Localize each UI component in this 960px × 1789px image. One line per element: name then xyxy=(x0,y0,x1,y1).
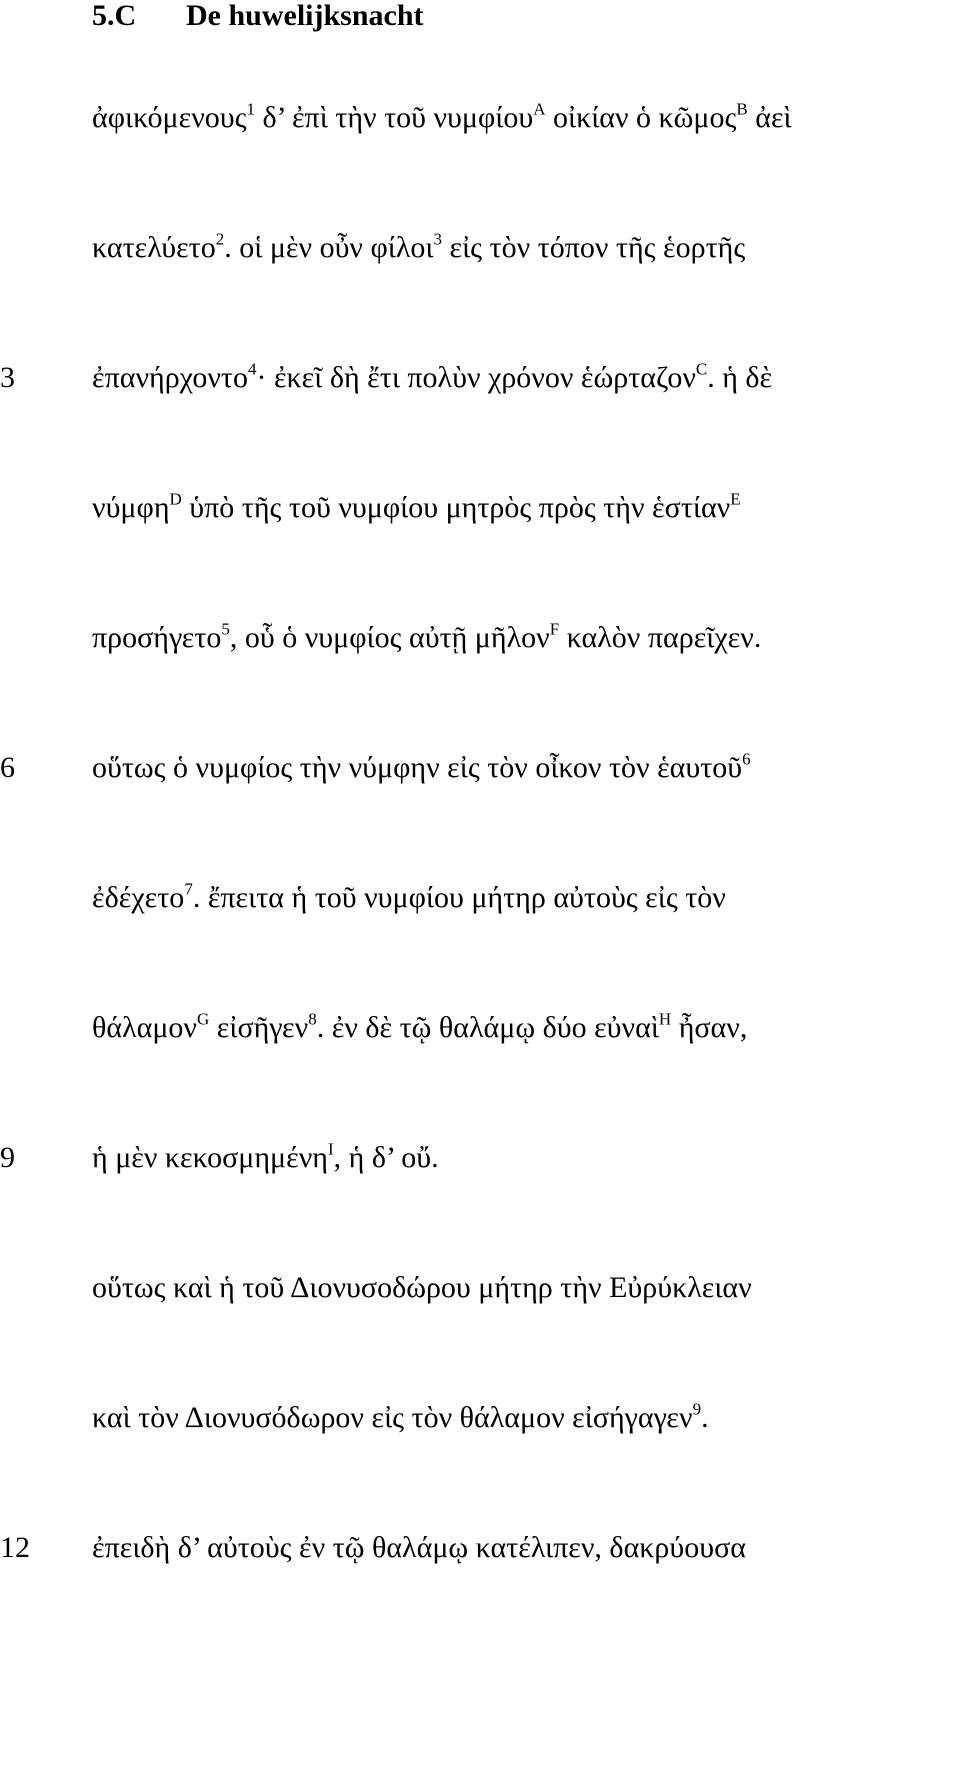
line-text xyxy=(92,878,726,918)
text-line xyxy=(0,358,960,398)
text-segment: ἀφικόμενους xyxy=(92,101,247,134)
line-text xyxy=(92,748,751,788)
text-line xyxy=(0,1268,960,1308)
text-line xyxy=(0,1528,960,1568)
text-line xyxy=(0,748,960,788)
text-segment: εἰς τὸν τόπον τῆς ἑορτῆς xyxy=(442,231,746,264)
line-text xyxy=(92,98,792,138)
text-segment: . xyxy=(701,1401,709,1434)
line-text xyxy=(92,1528,746,1568)
text-segment: , ἡ δ’ οὔ. xyxy=(333,1141,439,1174)
text-segment: , οὗ ὁ νυμφίος αὐτῇ μῆλον xyxy=(229,621,550,654)
footnote-marker: E xyxy=(730,489,741,509)
text-segment: ἐδέχετο xyxy=(92,881,185,914)
text-segment: ἡ μὲν κεκοσμημένη xyxy=(92,1141,328,1174)
text-segment: νύμφη xyxy=(92,491,170,524)
text-line xyxy=(0,1398,960,1438)
section-heading xyxy=(92,0,424,34)
footnote-marker: C xyxy=(695,359,708,379)
line-number: 3 xyxy=(0,361,15,394)
text-line xyxy=(0,618,960,658)
text-segment: . ἐν δὲ τῷ θαλάμῳ δύο εὐναὶ xyxy=(316,1011,659,1044)
text-segment: δ’ ἐπὶ τὴν τοῦ νυμφίου xyxy=(255,101,534,134)
text-segment: ἐπειδὴ δ’ αὐτοὺς ἐν τῷ θαλάμῳ κατέλιπεν, δακρύουσα xyxy=(92,1531,746,1564)
text-segment: ἦσαν, xyxy=(671,1011,748,1044)
text-segment: εἰσῆγεν xyxy=(209,1011,309,1044)
footnote-marker: 6 xyxy=(742,749,751,769)
line-text xyxy=(92,1268,752,1308)
text-line xyxy=(0,488,960,528)
line-text xyxy=(92,618,761,658)
line-number: 9 xyxy=(0,1141,15,1174)
text-line xyxy=(0,878,960,918)
text-line xyxy=(0,98,960,138)
text-segment: καὶ τὸν Διονυσόδωρον εἰς τὸν θάλαμον εἰσήγαγεν xyxy=(92,1401,693,1434)
footnote-marker: 2 xyxy=(215,229,225,249)
line-text xyxy=(92,358,772,398)
text-line xyxy=(0,1008,960,1048)
footnote-marker: I xyxy=(328,1139,334,1159)
text-segment: · ἐκεῖ δὴ ἔτι πολὺν χρόνον ἑώρταζον xyxy=(256,361,696,394)
line-text xyxy=(92,1008,747,1048)
line-text xyxy=(92,488,741,528)
footnote-marker: B xyxy=(736,99,748,119)
text-segment: θάλαμον xyxy=(92,1011,197,1044)
footnote-marker: A xyxy=(533,99,546,119)
text-line xyxy=(0,1138,960,1178)
text-segment: οἰκίαν ὁ κῶμος xyxy=(545,101,737,134)
text-segment: καλὸν παρεῖχεν. xyxy=(559,621,762,654)
line-number: 12 xyxy=(0,1531,30,1564)
text-segment: ἀεὶ xyxy=(747,101,792,134)
line-text xyxy=(92,228,745,268)
line-text xyxy=(92,1398,709,1438)
section-title: De huwelijksnacht xyxy=(186,0,424,32)
text-segment: κατελύετο xyxy=(92,231,216,264)
footnote-marker: 4 xyxy=(247,359,257,379)
text-segment: οὕτως ὁ νυμφίος τὴν νύμφην εἰς τὸν οἶκον τὸν ἑαυτοῦ xyxy=(92,751,743,784)
line-number: 6 xyxy=(0,751,15,784)
footnote-marker: 5 xyxy=(221,619,230,639)
text-segment: προσήγετο xyxy=(92,621,222,654)
section-number: 5.C xyxy=(92,0,137,32)
text-segment: . οἱ μὲν οὖν φίλοι xyxy=(224,231,434,264)
text-segment: οὕτως καὶ ἡ τοῦ Διονυσοδώρου μήτηρ τὴν Εὐρύκλειαν xyxy=(92,1271,752,1304)
text-segment: . ἔπειτα ἡ τοῦ νυμφίου μήτηρ αὐτοὺς εἰς τὸν xyxy=(192,881,726,914)
footnote-marker: 1 xyxy=(246,99,256,119)
text-segment: ἐπανήρχοντο xyxy=(92,361,248,394)
footnote-marker: F xyxy=(549,619,560,639)
footnote-marker: D xyxy=(169,489,182,509)
line-text xyxy=(92,1138,439,1178)
footnote-marker: 9 xyxy=(692,1399,702,1419)
text-segment: ὑπὸ τῆς τοῦ νυμφίου μητρὸς πρὸς τὴν ἑστίαν xyxy=(181,491,731,524)
footnote-marker: H xyxy=(658,1009,672,1029)
footnote-marker: 8 xyxy=(308,1009,317,1029)
footnote-marker: 7 xyxy=(184,879,193,899)
text-line xyxy=(0,228,960,268)
footnote-marker: G xyxy=(197,1009,210,1029)
text-segment: . ἡ δὲ xyxy=(707,361,773,394)
footnote-marker: 3 xyxy=(433,229,442,249)
